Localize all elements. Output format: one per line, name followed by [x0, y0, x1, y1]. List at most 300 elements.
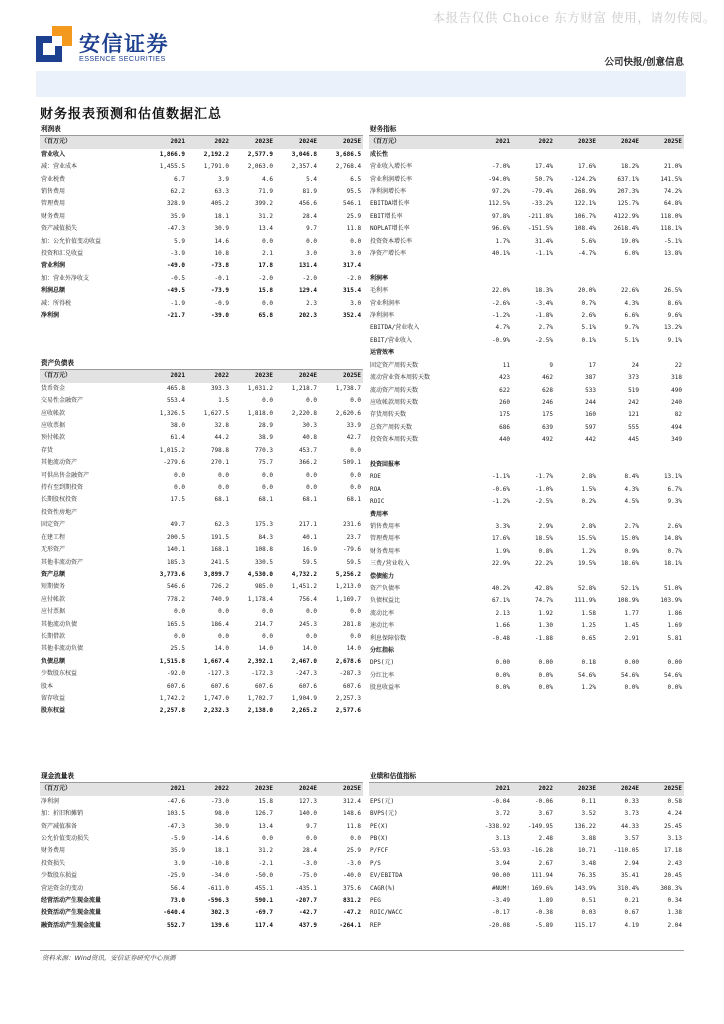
- row-value: 4.6: [262, 175, 273, 183]
- row-value: -49.5: [166, 287, 185, 295]
- row-label: 预付帐款: [41, 434, 66, 442]
- row-label: [369, 260, 469, 272]
- row-value: -596.3: [207, 897, 229, 905]
- row-value: 28.4: [302, 212, 317, 220]
- table-row: [40, 796, 363, 808]
- row-value: 607.6: [342, 682, 362, 690]
- cash-flow-table: [40, 770, 363, 932]
- table-row: [369, 833, 684, 845]
- table-row: [369, 682, 684, 694]
- row-label: 无形资产: [41, 546, 66, 554]
- row-value: 217.1: [298, 521, 317, 529]
- row-value: -124.2%: [570, 175, 596, 183]
- table-row: [369, 360, 684, 372]
- row-value: [641, 571, 684, 583]
- row-value: 62.2: [170, 188, 185, 196]
- row-value: 54.6%: [620, 671, 639, 679]
- row-label: PE(X): [370, 822, 389, 830]
- table-row: [369, 447, 684, 459]
- table-row: [40, 186, 363, 198]
- row-value: 1.58: [581, 609, 596, 617]
- row-value: -3.9: [170, 250, 185, 258]
- row-value: 519: [628, 386, 639, 394]
- table-row: [369, 645, 684, 657]
- row-value: 0.0: [306, 237, 317, 245]
- row-value: -49.0: [166, 262, 185, 270]
- row-value: 168.1: [210, 546, 229, 554]
- table-row: [40, 507, 363, 519]
- row-value: 121: [628, 411, 639, 419]
- row-value: 3,773.6: [159, 570, 185, 578]
- row-value: 40.8: [302, 434, 317, 442]
- row-value: 14.0: [214, 645, 229, 653]
- row-value: -287.3: [339, 670, 362, 678]
- row-value: 97.8%: [491, 212, 510, 220]
- row-value: -172.3: [251, 670, 273, 678]
- row-value: 1,738.7: [335, 384, 362, 392]
- row-value: 2.43: [667, 859, 682, 867]
- row-value: [512, 459, 555, 471]
- row-value: 22.0%: [491, 287, 510, 295]
- table-row: [40, 273, 363, 285]
- table-title: 现金流量表: [40, 770, 363, 783]
- row-value: 111.9%: [574, 597, 596, 605]
- row-value: 175.3: [254, 521, 273, 529]
- row-value: 492: [542, 436, 553, 444]
- row-value: -2.0: [258, 274, 273, 282]
- table-row: [40, 432, 363, 444]
- table-row: [40, 907, 363, 919]
- row-value: 2,678.6: [335, 657, 362, 665]
- row-label: 长期股权投资: [41, 496, 78, 504]
- row-value: -75.0: [298, 872, 317, 880]
- row-value: 740.9: [210, 595, 229, 603]
- row-value: 160: [585, 411, 596, 419]
- table-title: 资产负债表: [40, 357, 363, 370]
- row-value: 1.7%: [495, 237, 510, 245]
- row-value: 9.6%: [667, 312, 682, 320]
- row-value: [275, 507, 319, 519]
- row-label: 三费/营业收入: [370, 560, 410, 568]
- row-value: 0.1%: [581, 336, 596, 344]
- row-value: 423: [499, 374, 510, 382]
- row-value: 1,213.0: [335, 583, 362, 591]
- row-value: 17: [588, 361, 596, 369]
- table-row: [369, 620, 684, 632]
- row-label: 费用率: [370, 510, 389, 518]
- row-value: 2,232.3: [203, 707, 229, 715]
- row-label: ROA: [370, 485, 381, 493]
- row-value: 393.3: [210, 384, 229, 392]
- row-value: 76.35: [577, 872, 596, 880]
- row-value: 140.1: [166, 546, 185, 554]
- row-value: 74.2%: [663, 188, 682, 196]
- row-label: REP: [370, 921, 381, 929]
- table-row: [40, 298, 363, 310]
- row-value: 442: [585, 436, 596, 444]
- row-value: 3,686.5: [335, 150, 362, 158]
- year-header: 2024E: [275, 370, 319, 383]
- row-label: PEG: [370, 897, 381, 905]
- row-value: 59.5: [346, 558, 362, 566]
- row-value: 44.2: [214, 434, 229, 442]
- row-value: 509.1: [342, 459, 362, 467]
- row-value: 103.9%: [660, 597, 682, 605]
- row-label: 其他非流动负债: [41, 645, 84, 653]
- row-value: 0.33: [624, 797, 639, 805]
- row-value: 0.0: [350, 446, 362, 454]
- table-row: [369, 434, 684, 446]
- row-value: 985.0: [254, 583, 273, 591]
- footer-rule: [40, 950, 684, 951]
- row-value: -2.0: [302, 274, 317, 282]
- table-title-row: [369, 770, 684, 783]
- table-row: [40, 619, 363, 631]
- row-label: 销售费用: [41, 188, 66, 196]
- row-value: -7.0%: [491, 163, 510, 171]
- row-value: -0.17: [491, 909, 510, 917]
- row-value: 366.2: [298, 459, 317, 467]
- row-value: -1.8%: [534, 312, 553, 320]
- row-value: -1.0%: [534, 485, 553, 493]
- row-value: 141.5%: [660, 175, 682, 183]
- table-row: [40, 445, 363, 457]
- row-value: 112.5%: [488, 200, 510, 208]
- row-value: [469, 459, 512, 471]
- year-header: 2024E: [275, 136, 319, 149]
- row-value: 19.0%: [620, 237, 639, 245]
- row-value: 140.0: [298, 810, 317, 818]
- row-label: 流动资产周转天数: [370, 386, 419, 394]
- row-label: 营业利润: [41, 262, 66, 270]
- row-label: 应付票据: [41, 608, 66, 616]
- row-value: 95.5: [346, 188, 362, 196]
- row-value: 17.5: [170, 496, 185, 504]
- row-value: 13.4: [258, 822, 273, 830]
- row-label: 财务费用: [41, 847, 66, 855]
- table-row: [369, 273, 684, 285]
- row-value: 0.0: [174, 471, 185, 479]
- row-label: 营业税费: [41, 175, 66, 183]
- row-value: 9.3%: [667, 498, 682, 506]
- row-value: -2.6%: [491, 299, 510, 307]
- table-row: [369, 161, 684, 173]
- row-value: 798.8: [210, 446, 229, 454]
- row-value: 318: [671, 374, 682, 382]
- row-value: 607.6: [166, 682, 185, 690]
- row-value: 118.0%: [660, 212, 682, 220]
- row-value: -211.8%: [527, 212, 553, 220]
- row-value: 20.45: [663, 872, 682, 880]
- table-row: [369, 285, 684, 297]
- row-value: 14.0: [258, 645, 273, 653]
- row-value: 597: [585, 423, 596, 431]
- row-value: 2.3: [306, 299, 317, 307]
- row-value: [598, 571, 641, 583]
- row-value: 11.8: [346, 225, 362, 233]
- row-value: 0.67: [624, 909, 639, 917]
- row-label: EBITDA/营业收入: [370, 324, 420, 332]
- table-row: [40, 808, 363, 820]
- row-value: 281.8: [342, 620, 362, 628]
- row-value: 270.1: [210, 459, 229, 467]
- row-label: 其他流动负债: [41, 620, 78, 628]
- row-value: [187, 507, 231, 519]
- row-value: 175: [542, 411, 553, 419]
- table-title: 业绩和估值指标: [369, 770, 684, 783]
- row-label: ROIC: [370, 498, 385, 506]
- table-row: [40, 656, 363, 668]
- row-label: 应收帐款周转天数: [370, 398, 419, 406]
- row-value: 30.3: [302, 422, 317, 430]
- row-label: 利润率: [370, 274, 389, 282]
- year-header: 2025E: [319, 370, 363, 383]
- row-value: 103.5: [166, 810, 185, 818]
- row-value: [469, 347, 512, 359]
- row-value: 2.48: [538, 835, 553, 843]
- row-value: 0.0: [350, 471, 362, 479]
- row-value: 1.45: [624, 622, 639, 630]
- row-value: 38.9: [258, 434, 273, 442]
- row-value: 125.7%: [617, 200, 639, 208]
- row-value: 2,357.4: [291, 163, 317, 171]
- table-row: [369, 459, 684, 471]
- row-value: 5.1%: [581, 324, 596, 332]
- row-value: 22.6%: [620, 287, 639, 295]
- row-value: [641, 509, 684, 521]
- row-value: 4122.9%: [613, 212, 639, 220]
- row-value: 231.6: [342, 521, 362, 529]
- row-value: #NUM!: [491, 884, 510, 892]
- table-row: [40, 606, 363, 618]
- row-value: 0.11: [581, 797, 596, 805]
- table-row: [40, 705, 363, 717]
- row-value: 437.9: [298, 921, 317, 929]
- table-row: [40, 494, 363, 506]
- row-value: 40.1: [302, 533, 317, 541]
- table-row: [369, 211, 684, 223]
- row-value: [641, 149, 684, 161]
- row-value: 3.94: [495, 859, 510, 867]
- row-value: 68.1: [302, 496, 317, 504]
- row-value: 40.2%: [491, 585, 510, 592]
- row-value: 97.2%: [491, 188, 510, 196]
- row-value: [598, 347, 641, 359]
- row-value: 1,818.0: [247, 409, 273, 417]
- row-label: P/S: [370, 859, 381, 867]
- row-value: 0.0: [262, 397, 273, 405]
- year-header: 2024E: [598, 136, 641, 149]
- table-row: [369, 236, 684, 248]
- row-value: 268.9%: [574, 188, 596, 196]
- row-value: 1.89: [538, 897, 553, 905]
- row-value: -1.7%: [534, 473, 553, 481]
- row-value: 1.5%: [581, 485, 596, 493]
- row-label: 利润总额: [41, 287, 66, 295]
- table-row: [369, 347, 684, 359]
- row-value: 82: [674, 411, 682, 419]
- row-value: 639: [542, 423, 553, 431]
- row-label: 短期债务: [41, 583, 66, 591]
- row-value: 108.9%: [617, 597, 639, 605]
- row-value: -25.9: [166, 872, 185, 880]
- row-value: 1.25: [581, 622, 596, 630]
- year-header: 2021: [143, 783, 187, 796]
- row-value: -2.0: [346, 274, 362, 282]
- table-row: [40, 845, 363, 857]
- row-value: 200.5: [166, 533, 185, 541]
- row-value: [469, 645, 512, 657]
- row-label: EV/EBITDA: [370, 872, 403, 880]
- table-row: [369, 895, 684, 907]
- table-row: [369, 385, 684, 397]
- row-value: 68.1: [258, 496, 273, 504]
- row-value: [319, 507, 363, 519]
- row-value: 21.0%: [663, 163, 682, 171]
- row-value: -151.5%: [527, 225, 553, 233]
- row-value: 0.0: [218, 471, 229, 479]
- row-value: 494: [671, 423, 682, 431]
- table-title: 财务指标: [369, 123, 684, 136]
- row-value: 59.5: [302, 558, 317, 566]
- row-value: 98.0: [214, 810, 229, 818]
- row-value: 328.9: [166, 200, 185, 208]
- row-value: -47.2: [342, 909, 362, 917]
- row-value: 84.3: [258, 533, 273, 541]
- row-value: 35.9: [170, 212, 185, 220]
- row-label: 偿债能力: [370, 572, 395, 580]
- row-label: 经营活动产生现金流量: [41, 897, 102, 905]
- row-value: 14.8%: [663, 535, 682, 543]
- row-value: 3.48: [581, 859, 596, 867]
- row-label: 投资活动产生现金流量: [41, 909, 102, 917]
- row-value: 42.7: [346, 434, 362, 442]
- table-row: [40, 161, 363, 173]
- row-value: 67.1%: [491, 597, 510, 605]
- row-value: 143.9%: [574, 884, 596, 892]
- table-row: [369, 883, 684, 895]
- row-value: [555, 347, 598, 359]
- row-value: 0.0: [218, 608, 229, 616]
- row-value: 1,627.5: [203, 409, 229, 417]
- row-value: -0.9: [214, 299, 229, 307]
- table-header-row: [40, 370, 363, 383]
- table-row: [369, 633, 684, 645]
- row-value: -53.93: [488, 847, 510, 855]
- row-value: 1,015.2: [159, 446, 185, 454]
- row-value: 49.7: [170, 521, 185, 529]
- row-value: -207.7: [295, 897, 317, 905]
- row-label: 持有至到期投资: [41, 484, 84, 492]
- page-title: 财务报表预测和估值数据汇总: [40, 107, 223, 122]
- row-value: [231, 507, 275, 519]
- table-row: [40, 457, 363, 469]
- row-value: 22.2%: [534, 560, 553, 568]
- row-value: 2,220.8: [291, 409, 317, 417]
- row-value: 726.2: [210, 583, 229, 591]
- table-row: [40, 223, 363, 235]
- row-value: 14.6: [214, 237, 229, 245]
- row-value: 1,178.4: [247, 595, 273, 603]
- table-row: [40, 519, 363, 531]
- table-row: [369, 149, 684, 161]
- year-header: 2025E: [319, 136, 363, 149]
- row-value: -20.08: [488, 921, 510, 929]
- year-header: 2022: [512, 136, 555, 149]
- row-value: 242: [628, 398, 639, 406]
- row-label: 营业利润率: [370, 299, 401, 307]
- row-label: 交易性金融资产: [41, 397, 84, 405]
- row-label: 投资和汇兑收益: [41, 250, 84, 258]
- row-value: 2,768.4: [335, 163, 362, 171]
- table-row: [369, 583, 684, 595]
- row-value: 8.4%: [624, 473, 639, 481]
- row-label: 其他流动资产: [41, 459, 78, 467]
- row-value: 148.6: [342, 810, 362, 818]
- row-value: -247.3: [295, 670, 317, 678]
- row-value: 4,530.0: [247, 570, 273, 578]
- row-value: 0.0: [350, 237, 362, 245]
- row-value: -1.1%: [534, 250, 553, 258]
- row-value: -640.4: [163, 909, 185, 917]
- row-value: 9.7%: [624, 324, 639, 332]
- row-value: -110.05: [613, 847, 639, 855]
- row-label: 成长性: [370, 150, 389, 158]
- row-value: 0.0%: [495, 684, 510, 692]
- table-row: [40, 395, 363, 407]
- row-value: 11.8: [346, 822, 362, 830]
- row-value: 25.45: [663, 822, 682, 830]
- row-value: 62.3: [214, 521, 229, 529]
- row-label: 投资资本周转天数: [370, 436, 419, 444]
- table-row: [369, 920, 684, 932]
- table-row: [40, 870, 363, 882]
- row-value: 1,667.4: [203, 657, 229, 665]
- row-value: 2.04: [667, 921, 682, 929]
- row-value: 1.69: [667, 622, 682, 630]
- row-value: 1,866.9: [159, 150, 185, 158]
- row-value: 33.9: [346, 422, 362, 430]
- unit-label: [369, 783, 469, 796]
- row-value: -79.4%: [531, 188, 553, 196]
- row-value: 108.4%: [574, 225, 596, 233]
- row-label: ROE: [370, 473, 381, 481]
- report-type-label: 公司快报/创意信息: [604, 57, 684, 68]
- row-value: 38.0: [170, 422, 185, 430]
- row-value: 126.7: [254, 810, 273, 818]
- row-value: 2.8%: [581, 473, 596, 481]
- row-value: 1,031.2: [247, 384, 273, 392]
- row-value: 778.2: [166, 595, 185, 603]
- row-value: 0.0: [262, 237, 273, 245]
- row-value: 44.33: [620, 822, 639, 830]
- row-value: 0.7%: [667, 547, 682, 555]
- row-label: 财务费用率: [370, 547, 401, 555]
- row-label: 投资损失: [41, 859, 66, 867]
- row-label: 净利润率: [370, 312, 395, 320]
- row-value: 0.51: [581, 897, 596, 905]
- table-row: [40, 693, 363, 705]
- row-value: 462: [542, 374, 553, 382]
- row-value: 4.5%: [624, 498, 639, 506]
- table-row: [40, 408, 363, 420]
- row-value: 17.8: [258, 262, 273, 270]
- row-value: -14.6: [210, 835, 229, 843]
- row-value: 0.2%: [581, 498, 596, 506]
- year-header: 2021: [143, 370, 187, 383]
- row-value: -0.38: [534, 909, 553, 917]
- row-value: 3.67: [538, 810, 553, 818]
